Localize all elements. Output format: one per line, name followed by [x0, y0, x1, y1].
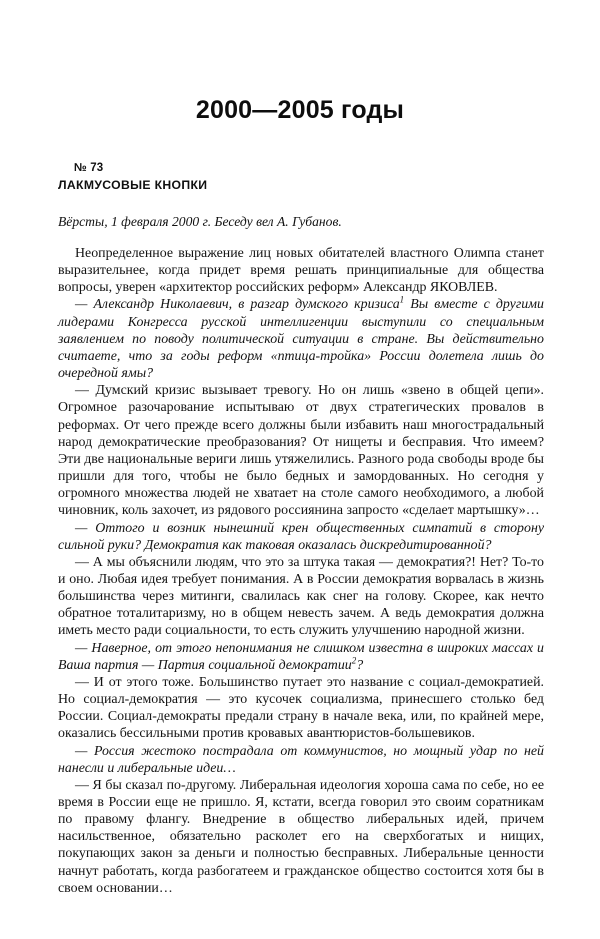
- paragraph-text-continued: ?: [356, 657, 364, 673]
- paragraph-answer: — Я бы сказал по-другому. Либеральная идеология хороша сама по себе, но ее время в России еще не пришло. Я, кстати, всегда говорил это своим соратникам по правому флангу. Внедрение в общество либеральных идей, причем насильственное, обязательно расколет его на сверхбогатых и нищих, покупающих закон за деньги и полностью бесправных. Либеральные ценности начнут работать, когда разбогатеем и гражданское общество состоится хотя бы в своем основании…: [58, 777, 544, 896]
- footnote-marker: 2: [351, 655, 357, 666]
- article-body: [58, 245, 544, 897]
- paragraph-question: [58, 296, 544, 382]
- paragraph-intro: Неопределенное выражение лиц новых обитателей властного Олимпа станет выразительнее, когда придет время решать принципиальные для общества вопросы, уверен «архитектор российских реформ» Александр ЯКОВЛЕВ.: [58, 246, 544, 296]
- paragraph-answer: — И от этого тоже. Большинство путает это название с социал-демократией. Но социал-демократия — это кусочек социализма, принесшего столько бед России. Социал-демократы предали страну в начале века, или, по крайней мере, оказались бессильными против кровавых авантюристов-большевиков.: [58, 674, 544, 742]
- paragraph-answer: — А мы объяснили людям, что это за штука такая — демократия?! Нет? То-то и оно. Любая идея требует понимания. А в России демократия ворвалась в жизнь большинства через митинги, свалилась как снег на голову. Скорее, как нечто обратное тоталитаризму, но в общем невесть зачем. А ведь демократия должна иметь место ради социальности, то есть служить улучшению народной жизни.: [58, 554, 544, 639]
- paragraph-text: — Наверное, от этого непонимания не слишком известна в широких массах и Ваша партия — Партия социальной демократии: [58, 640, 544, 673]
- paragraph-text: — Александр Николаевич, в разгар думского кризиса: [75, 297, 400, 313]
- paragraph-text: — Оттого и возник нынешний крен общественных симпатий в сторону сильной руки? Демократия как таковая оказалась дискредитированной?: [58, 520, 544, 553]
- piece-number: № 73: [74, 162, 104, 174]
- paragraph-question: [58, 743, 544, 777]
- footnote-marker: 1: [399, 294, 405, 305]
- paragraph-text-continued: Вы вместе с другими лидерами Конгресса русской интеллигенции выступили со специальным заявлением по поводу политической ситуации в стране. Вы действительно считаете, что за годы реформ «птица-тройка» России долетела лишь до очередной ямы?: [58, 297, 544, 382]
- paragraph-question: [58, 640, 544, 674]
- text-column: [58, 160, 544, 897]
- source-line: Вёрсты, 1 февраля 2000 г. Беседу вел А. Губанов.: [58, 214, 342, 229]
- paragraph-question: [58, 520, 544, 554]
- piece-title: ЛАКМУСОВЫЕ КНОПКИ: [58, 178, 208, 192]
- paragraph-answer: — Думский кризис вызывает тревогу. Но он лишь «звено в общей цепи». Огромное разочарование испытываю от двух стратегических провалов в реформах. От чего прежде всего должны были избавить наш многострадальный народ демократические преобразования? От нищеты и бесправия. Что имеем? Эти две национальные вериги лишь утяжелились. Разного рода свободы вроде бы пришли для того, чтобы не было бедных и замордованных. Но сегодня у огромного множества людей не хватает на столе самого необходимого, а любой чиновник, коль захочет, из рядового россиянина запросто «сделает мартышку»…: [58, 383, 544, 519]
- paragraph-text: — Россия жестоко пострадала от коммунистов, но мощный удар по ней нанесли и либеральные идеи…: [58, 743, 544, 776]
- section-title: 2000—2005 годы: [195, 96, 405, 124]
